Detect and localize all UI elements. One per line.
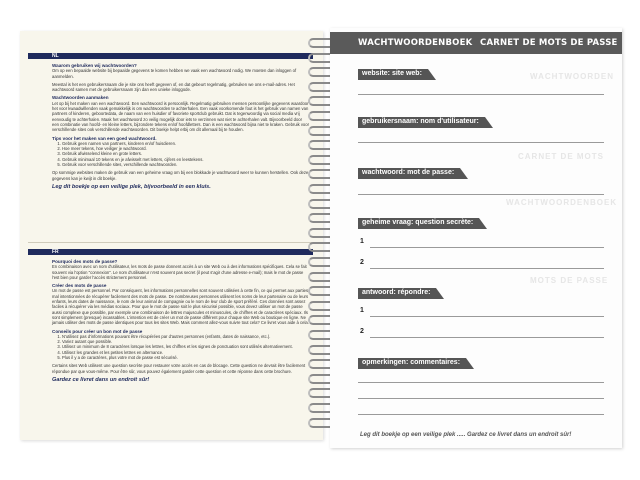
fr-heading-tips: Conseils pour créer un bon mot de passe: [52, 328, 143, 334]
nl-paragraph: Om op een bepaalde website bij bepaalde gegevens te komen hebben we vaak een wachtwoord nodig. We moeten dan inloggen of aanmelden.: [52, 68, 297, 79]
section-divider: [28, 242, 313, 243]
fr-motto: Gardez ce livret dans un endroit sûr!: [52, 376, 150, 383]
answer-write-line-1[interactable]: [370, 316, 604, 317]
website-write-line[interactable]: [358, 94, 604, 95]
password-write-line[interactable]: [358, 194, 604, 195]
list-item: 5. Gebruik voor verschillende sites, verschillende wachtwoorden.: [62, 162, 310, 167]
nl-heading-why: Waarom gebruiken wij wachtwoorden?: [52, 63, 137, 68]
faint-watermark-text: MOTS DE PASSE: [530, 276, 609, 285]
answer-number-1: 1: [360, 307, 364, 314]
list-item: 3. Utilisez un minimum de 8 caractères lorsque les lettres, les chiffres et les signes de ponctuation sont utilisés alternativement.: [62, 344, 310, 349]
page-header: [330, 32, 622, 54]
question-write-line-2[interactable]: [370, 268, 604, 269]
fr-language-tag: FR: [52, 249, 59, 255]
remarks-write-line[interactable]: [358, 398, 604, 399]
list-item: 1. N'utilisez pas d'informations pouvant être récupérées par d'autres personnes (enfants, dates de naissance, etc.).: [62, 334, 310, 339]
answer-label: antwoord: répondre:: [358, 288, 436, 299]
answer-write-line-2[interactable]: [370, 337, 604, 338]
faint-watermark-text: WACHTWOORDEN: [530, 72, 614, 81]
password-label: wachtwoord: mot de passe:: [358, 168, 460, 179]
list-item: 2. Hoe meer tekens, hoe veiliger je wachtwoord.: [62, 146, 310, 151]
faint-watermark-text: CARNET DE MOTS: [518, 152, 604, 161]
username-label: gebruikersnaam: nom d'utilisateur:: [358, 117, 485, 128]
fr-paragraph: En combinaison avec un nom d'utilisateur, les mots de passe donnent accès à un site Web ou à des informations spécifiques. Cela se fait souvent via l'option "connexion". Le nom d'utilisateur n'est souvent pas secret (il peut s'agir d'une adresse e-mail); mais le mot de passe l'est bien pour garder l'accès strictement personnel.: [52, 264, 307, 280]
fr-paragraph: Certains sites Web utilisent une question secrète pour restaurer votre accès en cas de blocage. Cette question ne devrait être facilement répondue par que vous-même. Pour être sûr, vous pouvez également garder cette question et cette réponse dans cette brochure.: [52, 363, 306, 374]
nl-paragraph: Let op bij het maken van een wachtwoord. Een wachtwoord is persoonlijk. Regelmatig gebruiken mensen persoonlijke gegevens waardoor het voor kwaadwillenden vaak gemakkelijk is om wachtwoorden te achterhalen. Een vaak voorkomende fout is het gebruik van namen van partners of kinderen, geboortedata, de naam van een huisdier of favoriete sportclub gebruikt. Dat is tegenwoordig via social media vrij eenvoudig te achterhalen. Maak het wachtwoord zo veilig mogelijk door iets te verzinnen wat niet te achterhalen valt. Bijvoorbeeld door een combinatie van hoofd- en kleine letters, bijzondere tekens en/of hoofdletters. Dan is een wachtwoord bijna niet te kraken. Gebruik voor verschillende sites ook verschillende wachtwoorden. Dit boekje helpt erbij om dit allemaal bij te houden.: [52, 100, 309, 133]
nl-tips-list: [52, 141, 310, 167]
remarks-write-line[interactable]: [358, 414, 604, 415]
header-title-nl: WACHTWOORDENBOEK: [358, 38, 473, 48]
nl-section: [52, 61, 310, 190]
answer-number-2: 2: [360, 328, 364, 335]
remarks-write-line[interactable]: [358, 382, 604, 383]
nl-paragraph: Op sommige websites maken de gebruik van een geheime vraag om bij een blokkade je wachtwoord weer te kunnen herstellen. Ook deze gegevens kan je kwijt in dit boekje.: [52, 170, 309, 181]
question-number-1: 1: [360, 238, 364, 245]
list-item: 4. Utilisez les grandes et les petites lettres en alternance.: [62, 350, 310, 355]
right-page-form: [330, 28, 622, 448]
fr-section: [52, 257, 310, 383]
fr-paragraph: Un mot de passe est personnel. Par conséquent, les informations personnelles sont souvent utilisées à cette fin, ce qui permet aux parties mal intentionnées de récupérer facilement des mots de passe. De nombreuses personnes utilisent les noms de leur partenaire ou de leurs enfants, leurs dates de naissance, le nom de leur animal de compagnie ou le nom de leur club de sport préféré. Ces données sont assez faciles à récupérer via les médias sociaux. Pour que le mot de passe soit le plus sécurisé possible, vous devez utiliser un mot de passe aussi complexe que possible, par exemple une combinaison de lettres majuscules et minuscules, de chiffres et de caractères spéciaux. Ils sont simplement (presque) incassables. L'intention est de créer un mot de passe différent pour chaque site Web ou boutique en ligne. Ne jamais utiliser des mots de passe identiques pour tous les sites Web. Mais comment allez-vous suivre tout cela? Ce livret vous aide à cela.: [52, 288, 309, 326]
fr-tips-list: [52, 334, 310, 360]
list-item: 2. Variez autant que possible.: [62, 339, 310, 344]
faint-watermark-text: WACHTWOORDENBOEK: [506, 198, 618, 207]
nl-paragraph: Meestal is het een gebruikersnaam die je site ons heeft gegeven of, en dat gebeurt regelmatig, gebruiken we ons e-mail-adres. Het wachtwoord samen met de gebruikersnaam zijn dan een unieke inloggode.: [52, 81, 295, 93]
left-page-instructions: [20, 31, 323, 440]
nl-language-tag: NL: [52, 53, 59, 59]
page-footer-motto: Leg dit boekje op een veilige plek ..... Gardez ce livret dans un endroit sûr!: [360, 432, 572, 438]
fr-heading-why: Pourquoi des mots de passe?: [52, 259, 118, 264]
list-item: 5. Plus il y a de caractères, plus votre mot de passe est sécurisé.: [62, 355, 310, 360]
fr-heading-create: Créer des mots de passe: [52, 283, 107, 289]
nl-heading-create: Wachtwoorden aanmaken: [52, 95, 109, 101]
nl-section-bar: [28, 53, 313, 59]
website-label: website: site web:: [358, 69, 428, 80]
header-title-fr: CARNET DE MOTS DE PASSE: [480, 38, 618, 48]
secret-question-label: geheime vraag: question secrète:: [358, 218, 479, 229]
nl-heading-tips: Tips voor het maken van een goed wachtwoord.: [52, 135, 157, 141]
remarks-label: opmerkingen: commentaires:: [358, 358, 466, 369]
list-item: 3. Gebruik afwisselend kleine en grote letters.: [62, 151, 310, 156]
list-item: 1. Gebruik geen namen van partners, kinderen en/of huisdieren.: [62, 141, 310, 146]
fr-section-bar: [28, 249, 313, 255]
username-write-line[interactable]: [358, 142, 604, 143]
nl-motto: Leg dit boekje op een veilige plek, bijvoorbeeld in een kluis.: [52, 183, 211, 190]
list-item: 4. Gebruik minimaal 10 tekens en je afwisselt met letters, cijfers en leestekens.: [62, 157, 310, 162]
question-number-2: 2: [360, 259, 364, 266]
question-write-line-1[interactable]: [370, 247, 604, 248]
